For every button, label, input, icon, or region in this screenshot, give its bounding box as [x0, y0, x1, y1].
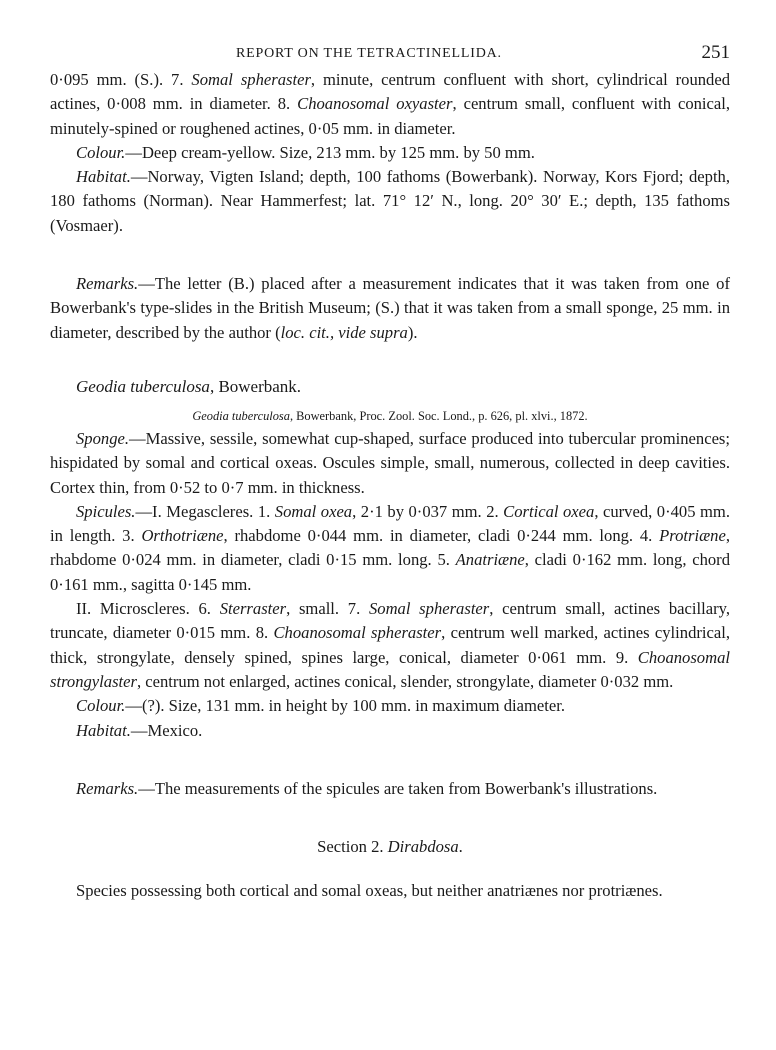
page: [50, 42, 730, 903]
running-title: REPORT ON THE TETRACTINELLIDA.: [236, 46, 502, 61]
habitat-paragraph: Habitat.—Norway, Vigten Island; depth, 100 fathoms (Bowerbank). Norway, Kors Fjord; depth, 180 fathoms (Norman). Near Hammerfest; lat. 71° 12′ N., long. 20° 30′ E.; depth, 135 fathoms (Vosmaer).: [50, 167, 730, 235]
species-remarks-paragraph: Remarks.—The measurements of the spicules are taken from Bowerbank's illustrations.: [76, 778, 658, 798]
species-habitat-paragraph: Habitat.—Mexico.: [76, 720, 203, 740]
species-colour-paragraph: Colour.—(?). Size, 131 mm. in height by 100 mm. in maximum diameter.: [76, 696, 566, 716]
continuation-paragraph: 0·095 mm. (S.). 7. Somal spheraster, minute, centrum confluent with short, cylindrical rounded actines, 0·008 mm. in diameter. 8. Choanosomal oxyaster, centrum small, confluent with conical, minutely-spined or roughened actines, 0·05 mm. in diameter.: [50, 70, 731, 138]
section-heading: Section 2. Dirabdosa.: [317, 837, 463, 857]
species-heading: Geodia tuberculosa, Bowerbank.: [76, 376, 302, 396]
species-reference: Geodia tuberculosa, Bowerbank, Proc. Zool. Soc. Lond., p. 626, pl. xlvi., 1872.: [192, 408, 588, 423]
running-head: [50, 42, 730, 68]
sponge-paragraph: Sponge.—Massive, sessile, somewhat cup-shaped, surface produced into tubercular prominences; hispidated by somal and cortical oxeas. Oscules simple, small, numerous, collected in deep cavities. Cortex thin, from 0·52 to 0·7 mm. in thickness.: [50, 428, 730, 497]
page-number: 251: [701, 42, 730, 63]
spicules-paragraph: Spicules.—I. Megascleres. 1. Somal oxea, 2·1 by 0·037 mm. 2. Cortical oxea, curved, 0·405 mm. in length. 3. Orthotriæne, rhabdome 0·044 mm. in diameter, cladi 0·244 mm. long. 4. Protriæne, rhabdome 0·024 mm. in diameter, cladi 0·15 mm. long. 5. Anatriæne, cladi 0·162 mm. long, chord 0·161 mm., sagitta 0·145 mm.: [50, 501, 731, 594]
remarks-paragraph: Remarks.—The letter (B.) placed after a measurement indicates that it was taken from one of Bowerbank's type-slides in the British Museum; (S.) that it was taken from a small sponge, 25 mm. in diameter, described by the author (loc. cit., vide supra).: [50, 274, 730, 342]
section-description: Species possessing both cortical and somal oxeas, but neither anatriænes nor protriænes.: [76, 881, 663, 901]
microscleres-paragraph: II. Microscleres. 6. Sterraster, small. 7. Somal spheraster, centrum small, actines bacillary, truncate, diameter 0·015 mm. 8. Choanosomal spheraster, centrum well marked, actines cylindrical, thick, strongylate, densely spined, spines large, conical, diameter 0·061 mm. 9. Choanosomal strongylaster, centrum not enlarged, actines conical, slender, strongylate, diameter 0·032 mm.: [50, 599, 730, 691]
colour-paragraph: Colour.—Deep cream-yellow. Size, 213 mm. by 125 mm. by 50 mm.: [76, 142, 535, 162]
